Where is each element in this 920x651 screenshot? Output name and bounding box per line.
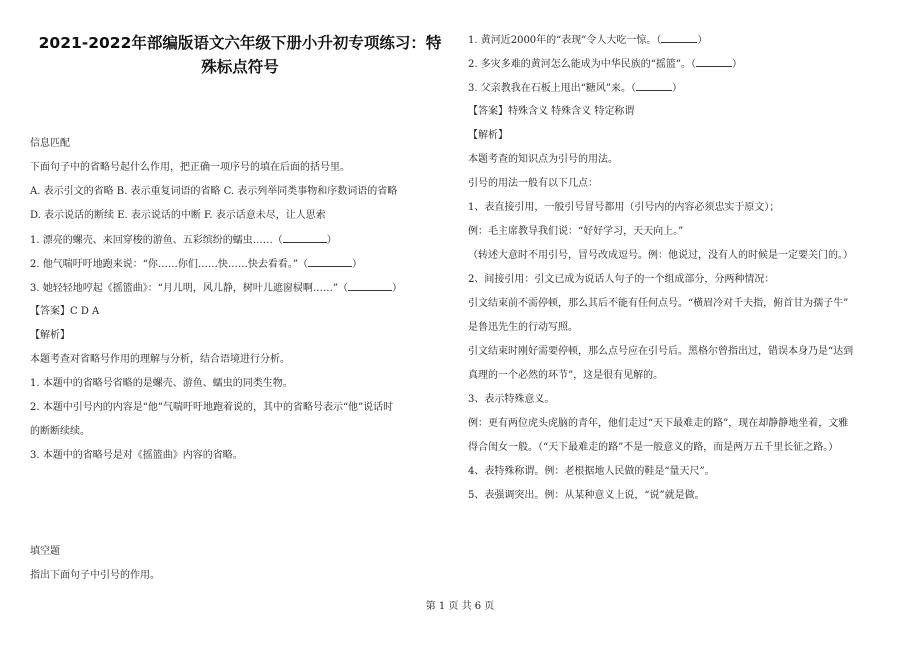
- analysis-paragraph: 真理的一个必然的环节”，这是很有见解的。: [468, 370, 664, 381]
- analysis-paragraph: 4、表特殊称谓。例：老根据地人民做的鞋是“量天尺”。: [468, 466, 715, 477]
- answer-blank-1[interactable]: [283, 233, 327, 243]
- analysis-paragraph: 3、表示特殊意义。: [468, 394, 555, 405]
- analysis-item-2-line-2: 的断断续续。: [30, 426, 90, 437]
- answer-line-right: 【答案】特殊含义 特殊含义 特定称谓: [468, 106, 635, 117]
- paren-close: ）: [351, 259, 362, 270]
- section-label-matching: 信息匹配: [30, 138, 70, 149]
- question-3-text: 3. 她轻轻地哼起《摇篮曲》：“月儿明，风儿静，树叶儿遮窗棂啊……”（: [30, 283, 348, 294]
- section-2-instruction: 指出下面句子中引号的作用。: [30, 570, 160, 581]
- analysis-paragraph: 例：更有两位虎头虎脑的青年，他们走过“天下最难走的路”，现在却静静地坐着，文雅: [468, 418, 849, 429]
- analysis-paragraph: 引文结束前不需停顿，那么其后不能有任何点号。“横眉冷对千夫指，俯首甘为孺子牛”: [468, 298, 849, 309]
- question-1-text: 1. 漂亮的螺壳、来回穿梭的游鱼、五彩缤纷的蠕虫……（: [30, 235, 283, 246]
- question-r1-text: 1. 黄河近2000年的“表现”令人大吃一惊。（: [468, 35, 662, 46]
- title-line-1: 2021-2022年部编版语文六年级下册小升初专项练习：特: [38, 34, 442, 52]
- answer-blank-r2[interactable]: [696, 57, 732, 67]
- question-r3-text: 3. 父亲教我在石板上甩出“糖风”来。（: [468, 83, 636, 94]
- analysis-paragraph: 本题考查的知识点为引号的用法。: [468, 154, 618, 165]
- analysis-item-3: 3. 本题中的省略号是对《摇篮曲》内容的省略。: [30, 450, 243, 461]
- analysis-paragraph: 例：毛主席教导我们说：“好好学习，天天向上。”: [468, 226, 684, 237]
- analysis-item-2-line-1: 2. 本题中引号内的内容是“他”气喘吁吁地跑着说的，其中的省略号表示“他”说话时: [30, 402, 394, 413]
- paren-close: ）: [671, 83, 682, 94]
- analysis-label: 【解析】: [30, 330, 70, 341]
- analysis-label-right: 【解析】: [468, 130, 508, 141]
- paren-close: ）: [391, 283, 402, 294]
- analysis-paragraph: 2、间接引用：引文已成为说话人句子的一个组成部分，分两种情况：: [468, 274, 775, 285]
- analysis-intro: 本题考查对省略号作用的理解与分析，结合语境进行分析。: [30, 354, 290, 365]
- analysis-paragraph: 引号的用法一般有以下几点：: [468, 178, 598, 189]
- question-r2: [468, 57, 742, 72]
- question-3: [30, 281, 402, 296]
- analysis-item-1: 1. 本题中的省略号省略的是螺壳、游鱼、蠕虫的同类生物。: [30, 378, 293, 389]
- question-r3: [468, 81, 682, 96]
- analysis-paragraph: 1、表直接引用，一般引号冒号都用（引号内的内容必须忠实于原文）；: [468, 202, 780, 213]
- answer-line: 【答案】C D A: [30, 306, 100, 317]
- answer-blank-2[interactable]: [308, 257, 352, 267]
- question-2: [30, 257, 362, 272]
- question-2-text: 2. 他气喘吁吁地跑来说：“你……你们……快……快去看看。”（: [30, 259, 308, 270]
- analysis-paragraph: 得合闺女一般。（“天下最难走的路”不是一般意义的路，而是两万五千里长征之路。）: [468, 442, 839, 453]
- question-1: [30, 233, 337, 248]
- paren-close: ）: [731, 59, 742, 70]
- options-line-2: D. 表示说话的断续 E. 表示说话的中断 F. 表示话意未尽，让人思索: [30, 210, 326, 221]
- analysis-paragraph: 5、表强调突出。例：从某种意义上说，“说”就是做。: [468, 490, 705, 501]
- section-label-fill-blank: 填空题: [30, 546, 60, 557]
- document-title: [30, 31, 450, 79]
- options-line-1: A. 表示引文的省略 B. 表示重复词语的省略 C. 表示列举同类事物和序数词语的省略: [30, 186, 398, 197]
- question-r1: [468, 33, 707, 48]
- instruction-text: 下面句子中的省略号起什么作用，把正确一项序号的填在后面的括号里。: [30, 162, 350, 173]
- answer-blank-r3[interactable]: [636, 81, 672, 91]
- analysis-paragraph: （转述大意时不用引号，冒号改成逗号。例：他说过，没有人的时候是一定要关门的。）: [468, 250, 853, 261]
- answer-blank-r1[interactable]: [661, 33, 697, 43]
- answer-blank-3[interactable]: [348, 281, 392, 291]
- page-footer: 第 1 页 共 6 页: [425, 601, 495, 612]
- question-r2-text: 2. 多灾多难的黄河怎么能成为中华民族的“摇篮”。（: [468, 59, 696, 70]
- analysis-paragraph: 引文结束时刚好需要停顿，那么点号应在引号后。黑格尔曾指出过，错误本身乃是“达到: [468, 346, 854, 357]
- analysis-paragraph: 是鲁迅先生的行动写照。: [468, 322, 578, 333]
- title-line-2: 殊标点符号: [201, 58, 279, 76]
- paren-close: ）: [697, 35, 708, 46]
- paren-close: ）: [326, 235, 337, 246]
